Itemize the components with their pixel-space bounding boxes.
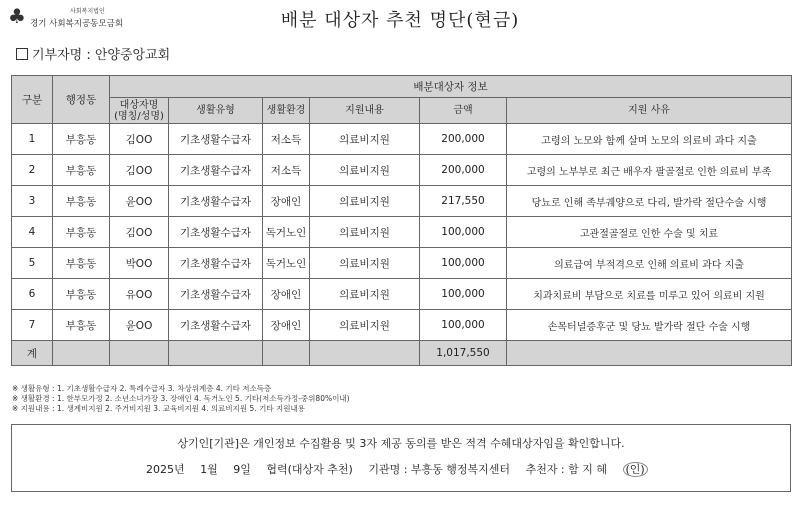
table-row — [12, 124, 792, 155]
cell-dong: 부흥동 — [53, 124, 110, 155]
cooperation-label: 협력(대상자 추천) — [266, 463, 353, 476]
total-row — [12, 341, 792, 366]
date-day: 9일 — [233, 463, 251, 476]
cell-reason: 고령의 노모와 함께 살며 노모의 의료비 과다 지출 — [507, 124, 792, 155]
logo-name: 경기 사회복지공동모금회 — [30, 19, 124, 29]
cell-no: 1 — [12, 124, 53, 155]
logo-small-text: 사회복지법인 — [70, 8, 105, 15]
note-line: ※ 생활유형 : 1. 기초생활수급자 2. 특례수급자 3. 차상위계층 4. 기타 저소득층 — [12, 384, 272, 393]
cell-amount: 200,000 — [420, 124, 507, 155]
cell-type: 기초생활수급자 — [169, 124, 263, 155]
header-amount: 금액 — [420, 98, 507, 124]
cell-env: 장애인 — [263, 186, 310, 217]
cell-no: 3 — [12, 186, 53, 217]
cell-env: 저소득 — [263, 155, 310, 186]
donor-label: 기부자명 : 안양중앙교회 — [32, 48, 171, 63]
cell-env: 장애인 — [263, 310, 310, 341]
page-title: 배분 대상자 추천 명단(현금) — [280, 10, 520, 31]
donor-line — [16, 44, 170, 63]
recipient-table — [11, 75, 792, 366]
cell-amount: 100,000 — [420, 279, 507, 310]
total-amount: 1,017,550 — [420, 341, 507, 366]
header-type: 생활유형 — [169, 98, 263, 124]
note-line: ※ 지원내용 : 1. 생계비지원 2. 주거비지원 3. 교육비지원 4. 의료비지원 5. 기타 지원내용 — [12, 404, 305, 413]
fundraising-logo-icon: ♣ — [8, 4, 26, 28]
cell-name: 윤OO — [110, 186, 169, 217]
header-support: 지원내용 — [310, 98, 420, 124]
cell-env: 장애인 — [263, 279, 310, 310]
header-dong: 행정동 — [53, 76, 110, 124]
cell-reason: 고관절골절로 인한 수술 및 치료 — [507, 217, 792, 248]
date-year: 2025년 — [146, 463, 185, 476]
cell-dong: 부흥동 — [53, 155, 110, 186]
legend-notes — [12, 384, 350, 414]
date-month: 1월 — [200, 463, 218, 476]
cell-support: 의료비지원 — [310, 279, 420, 310]
cell-type: 기초생활수급자 — [169, 186, 263, 217]
cell-support: 의료비지원 — [310, 248, 420, 279]
cell-env: 독거노인 — [263, 217, 310, 248]
cell-support: 의료비지원 — [310, 155, 420, 186]
confirmation-box — [11, 424, 791, 492]
cell-env: 독거노인 — [263, 248, 310, 279]
cell-dong: 부흥동 — [53, 279, 110, 310]
total-empty-cell — [169, 341, 263, 366]
header-name: 대상자명 (명칭/성명) — [110, 98, 169, 124]
cell-type: 기초생활수급자 — [169, 279, 263, 310]
cell-type: 기초생활수급자 — [169, 217, 263, 248]
cell-amount: 200,000 — [420, 155, 507, 186]
cell-no: 4 — [12, 217, 53, 248]
total-empty-cell — [110, 341, 169, 366]
cell-no: 7 — [12, 310, 53, 341]
total-empty-cell — [310, 341, 420, 366]
signature-line — [146, 461, 660, 477]
cell-dong: 부흥동 — [53, 217, 110, 248]
cell-reason: 당뇨로 인해 족부궤양으로 다리, 발가락 절단수술 시행 — [507, 186, 792, 217]
agency-name: 기관명 : 부흥동 행정복지센터 — [368, 463, 511, 476]
table-row — [12, 186, 792, 217]
cell-dong: 부흥동 — [53, 248, 110, 279]
cell-reason: 손목터널증후군 및 당뇨 발가락 절단 수술 시행 — [507, 310, 792, 341]
table-row — [12, 310, 792, 341]
header-env: 생활환경 — [263, 98, 310, 124]
table-row — [12, 217, 792, 248]
cell-support: 의료비지원 — [310, 217, 420, 248]
cell-name: 김OO — [110, 217, 169, 248]
cell-type: 기초생활수급자 — [169, 248, 263, 279]
cell-support: 의료비지원 — [310, 310, 420, 341]
cell-dong: 부흥동 — [53, 186, 110, 217]
header-group: 배분대상자 정보 — [110, 76, 792, 98]
table-row — [12, 279, 792, 310]
cell-name: 김OO — [110, 124, 169, 155]
recommender-name: 추천자 : 함 지 혜 — [525, 463, 608, 476]
cell-no: 2 — [12, 155, 53, 186]
cell-name: 김OO — [110, 155, 169, 186]
cell-support: 의료비지원 — [310, 124, 420, 155]
note-line: ※ 생활환경 : 1. 한부모가정 2. 소년소녀가장 3. 장애인 4. 독거노인 5. 기타(저소득가정-중위80%이내) — [12, 394, 350, 403]
cell-reason: 의료급여 부적격으로 인해 의료비 과다 지출 — [507, 248, 792, 279]
table-row — [12, 155, 792, 186]
confirmation-text: 상기인[기관]은 개인정보 수집활용 및 3자 제공 동의를 받은 적격 수혜대상자임을 확인합니다. — [177, 437, 625, 450]
cell-reason: 치과치료비 부담으로 치료를 미루고 있어 의료비 지원 — [507, 279, 792, 310]
cell-name: 박OO — [110, 248, 169, 279]
header-reason: 지원 사유 — [507, 98, 792, 124]
cell-no: 5 — [12, 248, 53, 279]
cell-amount: 100,000 — [420, 248, 507, 279]
cell-reason: 고령의 노부부로 최근 배우자 팔골절로 인한 의료비 부족 — [507, 155, 792, 186]
cell-amount: 100,000 — [420, 310, 507, 341]
cell-amount: 100,000 — [420, 217, 507, 248]
header-no: 구분 — [12, 76, 53, 124]
total-empty-cell — [263, 341, 310, 366]
cell-amount: 217,550 — [420, 186, 507, 217]
cell-env: 저소득 — [263, 124, 310, 155]
cell-type: 기초생활수급자 — [169, 310, 263, 341]
cell-name: 유OO — [110, 279, 169, 310]
total-empty-cell — [53, 341, 110, 366]
cell-no: 6 — [12, 279, 53, 310]
checkbox-icon — [16, 48, 28, 60]
cell-dong: 부흥동 — [53, 310, 110, 341]
seal-mark: (인) — [623, 462, 648, 477]
cell-type: 기초생활수급자 — [169, 155, 263, 186]
total-empty-cell — [507, 341, 792, 366]
table-row — [12, 248, 792, 279]
cell-support: 의료비지원 — [310, 186, 420, 217]
cell-name: 윤OO — [110, 310, 169, 341]
total-label: 계 — [12, 341, 53, 366]
